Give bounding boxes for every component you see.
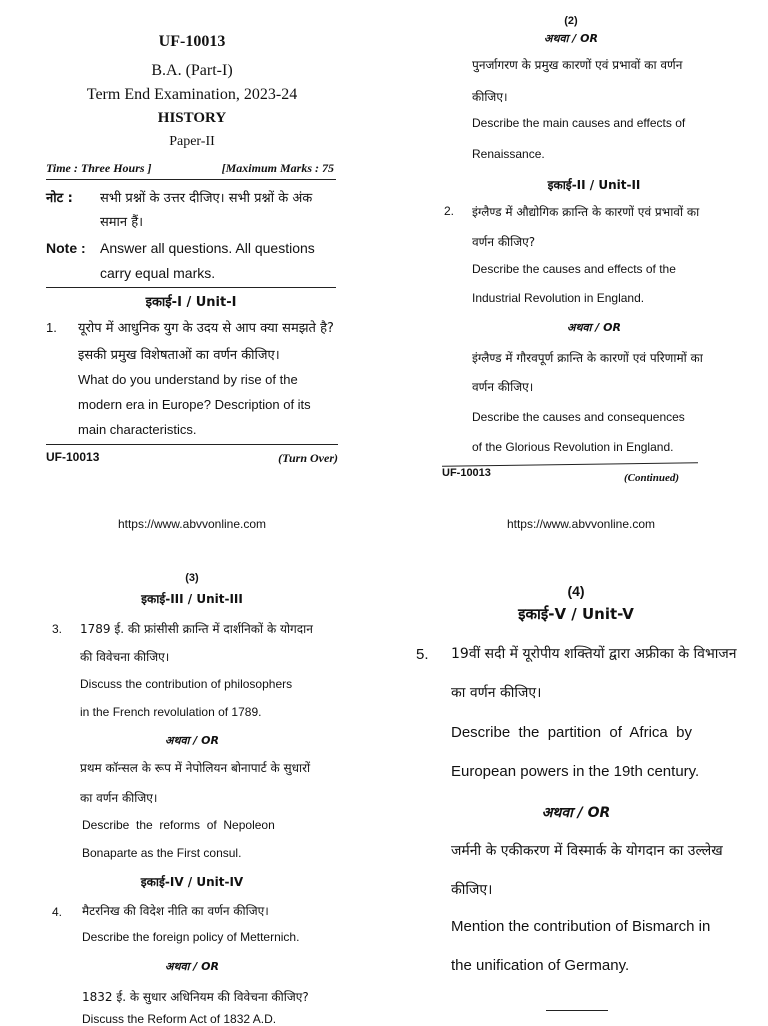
note-hi-line2: समान हैं। xyxy=(100,215,144,230)
q3-english-line1: Discuss the contribution of philosophers xyxy=(80,677,293,691)
end-rule xyxy=(546,1010,608,1011)
time-label: Time : Three Hours ] xyxy=(46,161,152,175)
turn-over: (Turn Over) xyxy=(278,451,338,465)
q1-hindi-line1: यूरोप में आधुनिक युग के उदय से आप क्या समझते है? xyxy=(78,321,334,336)
q4-hindi-line1: मैटरनिख की विदेश नीति का वर्णन कीजिए। xyxy=(82,904,269,918)
q3-english-line2: in the French revolulation of 1789. xyxy=(80,705,262,719)
note-divider xyxy=(46,287,336,288)
q5-hindi-line1: 19वीं सदी में यूरोपीय शक्तियों द्वारा अफ्रीका के विभाजन xyxy=(451,646,737,662)
subject: HISTORY xyxy=(157,110,227,126)
or2-hindi-line1: 1832 ई. के सुधार अधिनियम की विवेचना कीजिए? xyxy=(82,990,309,1004)
q2-hindi-line2: वर्णन कीजिए? xyxy=(472,235,536,249)
unit-1-heading: इकाई-I / Unit-I xyxy=(145,295,237,310)
or-hindi-line1: पुनर्जागरण के प्रमुख कारणों एवं प्रभावों का वर्णन xyxy=(472,58,683,72)
q1-hindi-line2: इसकी प्रमुख विशेषताओं का वर्णन कीजिए। xyxy=(78,348,280,363)
footer-code: UF-10013 xyxy=(442,467,491,479)
or-divider: अथवा / OR xyxy=(544,32,598,45)
q5-number: 5. xyxy=(416,646,429,663)
q5-english-line1: Describe the partition of Africa by xyxy=(451,724,692,741)
q1-english-line2: modern era in Europe? Description of its xyxy=(78,397,311,412)
q5-english-line2: European powers in the 19th century. xyxy=(451,763,700,780)
or-hindi-line1: प्रथम कॉन्सल के रूप में नेपोलियन बोनापार्ट के सुधारों xyxy=(80,761,311,775)
note-hi-line1: सभी प्रश्नों के उत्तर दीजिए। सभी प्रश्नों के अंक xyxy=(100,191,313,206)
or2-english-line1: Describe the causes and consequences xyxy=(472,410,685,424)
or-english-line1: Describe the main causes and effects of xyxy=(472,116,686,130)
exam-title: Term End Examination, 2023-24 xyxy=(86,86,298,103)
note-en-line2: carry equal marks. xyxy=(100,265,216,281)
q3-number: 3. xyxy=(52,622,63,636)
page-1 xyxy=(0,0,384,560)
or2-english-line2: of the Glorious Revolution in England. xyxy=(472,440,674,454)
q5-hindi-line2: का वर्णन कीजिए। xyxy=(451,685,542,701)
or-divider-2: अथवा / OR xyxy=(567,321,621,334)
max-marks: [Maximum Marks : 75 xyxy=(221,161,334,175)
note-en-line1: Answer all questions. All questions xyxy=(100,240,315,256)
page-number: (4) xyxy=(567,583,585,599)
page-3 xyxy=(0,560,384,1024)
q2-hindi-line1: इंग्लैण्ड में औद्योगिक क्रान्ति के कारणों एवं प्रभावों का xyxy=(472,205,700,219)
footer-code: UF-10013 xyxy=(46,450,100,464)
note-en-label: Note : xyxy=(46,240,86,256)
unit-5-heading: इकाई-V / Unit-V xyxy=(518,605,634,623)
or-hindi-line2: कीजिए। xyxy=(472,90,508,104)
paper-number: Paper-II xyxy=(169,134,215,149)
q2-number: 2. xyxy=(444,204,455,218)
q4-number: 4. xyxy=(52,905,63,919)
or2-hindi-line2: वर्णन कीजिए। xyxy=(472,380,534,394)
or-hindi-line1: जर्मनी के एकीकरण में विस्मार्क के योगदान का उल्लेख xyxy=(451,843,723,859)
or-english-line2: Renaissance. xyxy=(472,147,545,161)
unit-3-heading: इकाई-III / Unit-III xyxy=(141,592,243,606)
or-divider: अथवा / OR xyxy=(541,805,611,821)
header-divider xyxy=(46,179,336,180)
continued: (Continued) xyxy=(624,472,680,484)
or2-english-line1: Discuss the Reform Act of 1832 A.D. xyxy=(82,1012,277,1026)
q2-english-line2: Industrial Revolution in England. xyxy=(472,291,645,305)
q4-english-line1: Describe the foreign policy of Metternich. xyxy=(82,930,300,944)
page-number: (3) xyxy=(185,572,199,584)
or-english-line1: Mention the contribution of Bismarch in xyxy=(451,918,711,935)
degree: B.A. (Part-I) xyxy=(151,62,233,79)
q3-hindi-line2: की विवेचना कीजिए। xyxy=(80,650,170,664)
or-english-line2: the unification of Germany. xyxy=(451,957,630,974)
q2-english-line1: Describe the causes and effects of the xyxy=(472,262,676,276)
or-english-line2: Bonaparte as the First consul. xyxy=(82,846,242,860)
unit-2-heading: इकाई-II / Unit-II xyxy=(547,178,641,192)
unit-4-heading: इकाई-IV / Unit-IV xyxy=(140,875,244,889)
or-hindi-line2: का वर्णन कीजिए। xyxy=(80,791,158,805)
paper-code: UF-10013 xyxy=(158,33,226,50)
or-divider-2: अथवा / OR xyxy=(165,960,219,973)
site-url: https://www.abvvonline.com xyxy=(117,517,267,531)
page-2 xyxy=(384,0,768,560)
page-number: (2) xyxy=(564,15,578,27)
page-4 xyxy=(384,560,768,1024)
q1-number: 1. xyxy=(46,320,57,335)
note-hi-label: नोट : xyxy=(46,191,73,206)
or-divider: अथवा / OR xyxy=(165,734,219,747)
q3-hindi-line1: 1789 ई. की फ्रांसीसी क्रान्ति में दार्शनिकों के योगदान xyxy=(80,622,313,636)
site-url: https://www.abvvonline.com xyxy=(506,517,656,531)
footer-divider xyxy=(46,444,338,445)
q1-english-line3: main characteristics. xyxy=(78,422,197,437)
q1-english-line1: What do you understand by rise of the xyxy=(78,372,298,387)
or-hindi-line2: कीजिए। xyxy=(451,882,493,898)
or-english-line1: Describe the reforms of Nepoleon xyxy=(82,818,275,832)
or2-hindi-line1: इंग्लैण्ड में गौरवपूर्ण क्रान्ति के कारणों एवं परिणामों का xyxy=(472,351,703,365)
